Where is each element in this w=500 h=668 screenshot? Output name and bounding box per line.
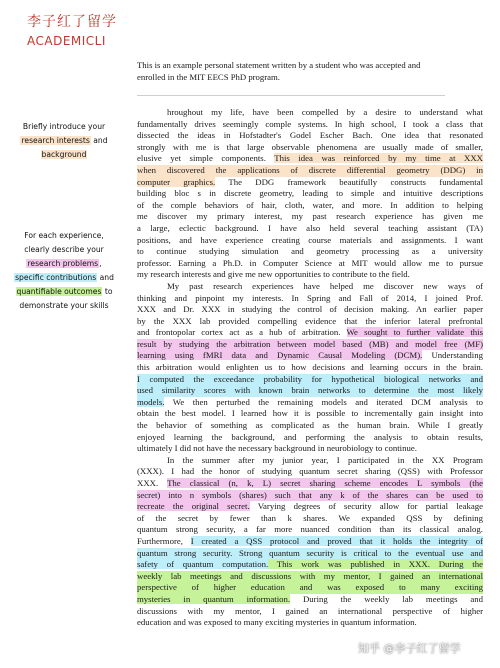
note-text: , [99, 259, 102, 268]
divider [137, 95, 445, 96]
text-line: building bloc s in discrete geometry, leading to simple and intuitive descriptions [137, 188, 483, 199]
text-line: secret) into n symbols (shares) such that any k of the shares can be used to [137, 489, 483, 500]
text-line: when discovered the applications of discrete differential geometry (DDG) in [137, 164, 483, 175]
text-line: XXX and Dr. XXX in studying the control of decision making. An earlier paper [137, 304, 483, 315]
brand-chinese-name: 李子红了留学 [27, 14, 117, 30]
intro-note [137, 60, 487, 83]
text-line [137, 594, 483, 606]
note-line [8, 285, 120, 299]
text-line: ultimately I did not have the necessary background in neurobiology to continue. [137, 443, 417, 454]
text-line [137, 559, 483, 571]
text-line [137, 478, 483, 490]
text-line: me discover my primary interest, my past research experience has given me [137, 211, 483, 222]
note-text: and [97, 273, 114, 282]
text-line [137, 327, 483, 339]
highlight-contribution: I created a QSS protocol and proved that it holds the integrity of [190, 535, 483, 546]
text-line: weekly lab meetings and discussions with my mentor, I gained an international [137, 570, 483, 581]
text-line: discussions with my mentor, I gained an international perspective of higher [137, 605, 483, 616]
intro-line: enrolled in the MIT EECS PhD program. [137, 71, 280, 82]
highlight-problem: learning using fMRI data and Dynamic Causal Modeling (DCM). [137, 350, 423, 361]
sidebar-note-experience [8, 229, 120, 313]
text-segment: XXX. [137, 478, 168, 488]
watermark: 知乎 @李子红了留学 [358, 642, 461, 655]
text-segment: and frontopolar cortex act as a hub of arbitration. [137, 327, 347, 338]
text-line: strongly with me is that large observable phenomena are usually made of smaller, [137, 141, 483, 152]
text-line [137, 536, 483, 548]
note-text: to [102, 287, 113, 296]
text-line: education and was exposed to many exciting mysteries in quantum information. [137, 617, 417, 628]
brand-logo [27, 13, 117, 49]
highlight-outcome: This work was published in XXX. During the [268, 559, 483, 570]
note-text: and [90, 136, 108, 145]
text-line: professor. Earning a Ph.D. in Computer Science at MIT would allow me to pursue [137, 257, 483, 268]
note-line [8, 134, 120, 148]
text-line: fundamentally drives seemingly comple systems. In high school, I took a class that [137, 118, 483, 129]
text-line [137, 501, 483, 513]
note-line: Briefly introduce your [22, 122, 106, 131]
note-line [8, 271, 120, 285]
highlight-contribution: models. [137, 396, 165, 407]
text-line: to continue studying simulation and geometry processing as a university [137, 246, 483, 257]
text-line: used similarity scores with known brain networks to determine the most likely [137, 385, 483, 396]
highlight-research-interests: research interests [21, 136, 90, 145]
note-line [8, 257, 120, 271]
text-line: dissected the ideas in Hofstadter's Godel Escher Bach. One idea that resonated [137, 130, 483, 141]
text-segment: elusive yet simple components. [137, 153, 275, 164]
personal-statement-body [137, 107, 483, 629]
text-line [137, 397, 483, 409]
text-segment: Varying degrees of security allow for partial leakage [249, 501, 483, 512]
text-segment: During the weekly lab meetings and [290, 593, 483, 604]
text-line: I computed the exceedance probability for hypothetical biological networks and [137, 373, 483, 384]
text-segment: Understanding [422, 350, 483, 361]
text-line: In the summer after my junior year, I participated in the XX Program [167, 454, 483, 465]
text-line: thinking and pinpoint my interests. In Spring and Fall of 2014, I joined Prof. [137, 292, 483, 303]
highlight-contribution: safety of quantum computation. [137, 559, 269, 570]
note-line: demonstrate your skills [19, 301, 109, 310]
note-line: clearly describe your [24, 245, 104, 254]
text-line: quantum strong security, a far more nuanced condition than its classical analog. [137, 524, 483, 535]
note-line: For each experience, [24, 231, 104, 240]
highlight-interest: computer graphics. [137, 176, 216, 187]
highlight-outcome: mysteries in quantum information. [137, 593, 291, 604]
text-line: my research interests and give me new opportunities to contribute to the field. [137, 269, 410, 280]
text-line: hroughout my life, have been compelled by a desire to understand what [167, 107, 483, 117]
text-line: of the comple behaviors of hair, cloth, water, and more. In addition to helping [137, 199, 483, 210]
text-line: My past research experiences have helped me discover new ways of [167, 280, 483, 291]
text-line: by the XXX lab provided compelling evidence that the inferior lateral prefrontal [137, 315, 483, 326]
text-line: quantum strong security. Strong quantum security is critical to the eventual use and [137, 547, 483, 558]
highlight-problem: recreate the original secret. [137, 501, 250, 512]
text-line: a large, eclectic background. I have also held several teaching assistant (TA) [137, 222, 483, 233]
text-line: obtain the best model. I learned how it is possible to incrementally gain insight into [137, 408, 483, 419]
text-line [137, 177, 483, 189]
text-line [137, 153, 483, 165]
text-line [137, 350, 483, 362]
text-line: this arbitration would enlighten us to how decisions and learning occurs in the brain. [137, 362, 483, 373]
highlight-specific-contributions: specific contributions [15, 273, 97, 282]
text-segment: We then perturbed the remaining models and iterated DCM analysis to [164, 396, 483, 407]
note-line [8, 148, 120, 162]
highlight-problem: We sought to further validate this [346, 327, 483, 338]
text-line: enjoyed learning the background, and performing the analysis to obtain results, [137, 431, 483, 442]
intro-line: This is an example personal statement written by a student who was accepted and [137, 60, 421, 70]
text-segment: Furthermore, [137, 535, 191, 546]
text-line: (XXX). I had the honor of studying quantum secret sharing (QSS) with Professor [137, 466, 483, 477]
highlight-problem: The classical (n, k, L) secret sharing scheme encodes L symbols (the [167, 478, 483, 488]
brand-english-name: ACADEMICLI [27, 34, 106, 48]
text-line: positions, and have experience creating course materials and assignments. I want [137, 234, 483, 245]
sidebar-note-intro [8, 120, 120, 162]
highlight-quantifiable-outcomes: quantifiable outcomes [16, 287, 102, 296]
text-line: of the secret by fewer than k shares. We expanded QSS by defining [137, 512, 483, 523]
highlight-research-problems: research problems [27, 259, 99, 268]
text-line: perspective of higher education and was exposed to many exciting [137, 582, 483, 593]
text-line: result by studying the arbitration between model based (MB) and model free (MF) [137, 338, 483, 349]
text-segment: The DDG framework beautifully constructs fundamental [215, 176, 484, 187]
highlight-background: background [41, 150, 87, 159]
highlight-interest: This idea was reinforced by my time at XXX [274, 153, 483, 164]
text-line: the behavior of something as complicated as the human brain. While I greatly [137, 420, 483, 431]
